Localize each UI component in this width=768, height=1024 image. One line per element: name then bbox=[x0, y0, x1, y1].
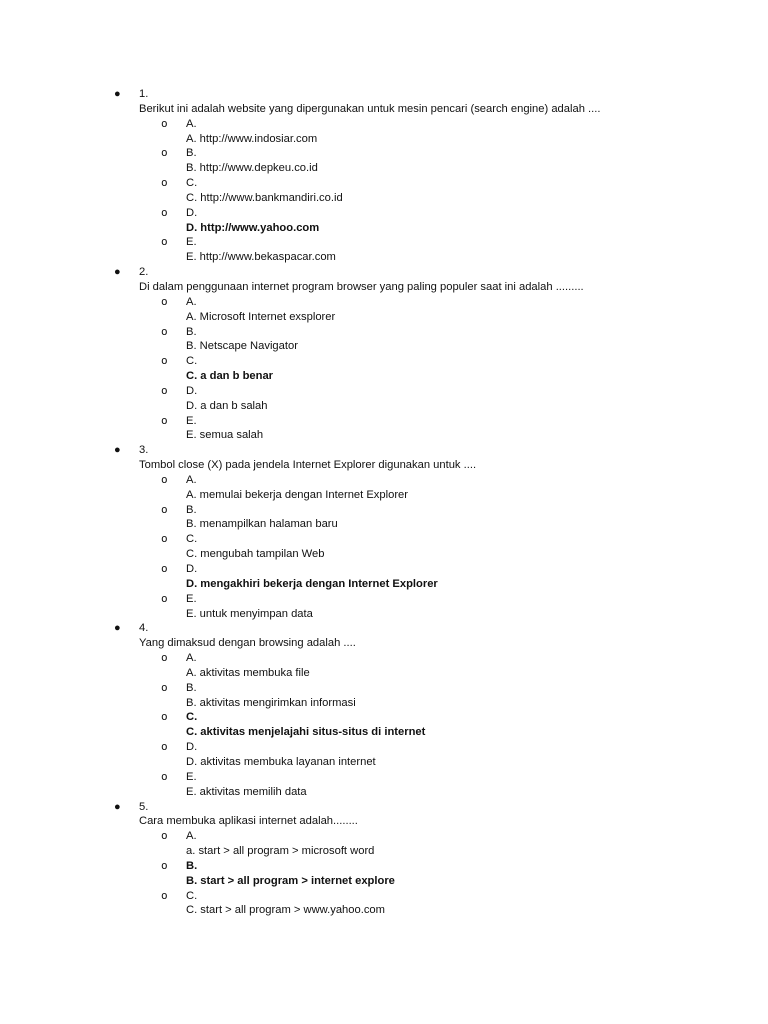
question-text-line bbox=[0, 458, 768, 473]
bullet-icon: ● bbox=[114, 88, 121, 100]
option-letter-line bbox=[0, 206, 768, 221]
circle-bullet-icon: o bbox=[161, 858, 168, 872]
option-text-line bbox=[0, 132, 768, 147]
option-letter-line bbox=[0, 235, 768, 250]
option-letter: B. bbox=[186, 681, 197, 694]
circle-bullet-icon: o bbox=[161, 324, 168, 338]
option-letter-line bbox=[0, 562, 768, 577]
option-text-line bbox=[0, 874, 768, 889]
option-letter-line bbox=[0, 740, 768, 755]
option-text: E. aktivitas memilih data bbox=[186, 785, 307, 798]
option-letter: C. bbox=[186, 355, 198, 368]
circle-bullet-icon: o bbox=[161, 502, 168, 516]
option-text-line bbox=[0, 785, 768, 800]
option-letter-line bbox=[0, 384, 768, 399]
option-text-line bbox=[0, 755, 768, 770]
option-text: B. http://www.depkeu.co.id bbox=[186, 162, 318, 175]
bullet-icon: ● bbox=[114, 266, 121, 279]
option-letter: D. bbox=[186, 384, 198, 397]
bullet-icon: ● bbox=[114, 800, 121, 813]
option-text-line bbox=[0, 250, 768, 265]
circle-bullet-icon: o bbox=[161, 710, 168, 724]
circle-bullet-icon: o bbox=[161, 116, 168, 130]
option-text-line bbox=[0, 577, 768, 592]
correct-answer-text: D. http://www.yahoo.com bbox=[186, 221, 320, 234]
option-text: B. aktivitas mengirimkan informasi bbox=[186, 696, 356, 709]
option-text-line bbox=[0, 844, 768, 859]
circle-bullet-icon: o bbox=[161, 383, 168, 397]
option-text-line bbox=[0, 428, 768, 443]
option-text-line bbox=[0, 399, 768, 414]
option-text-line bbox=[0, 369, 768, 384]
circle-bullet-icon: o bbox=[161, 651, 168, 665]
option-text-line bbox=[0, 547, 768, 562]
correct-answer-text: C. aktivitas menjelajahi situs-situs di internet bbox=[186, 726, 426, 739]
question-number-line bbox=[0, 265, 768, 280]
question-number-line bbox=[0, 621, 768, 636]
circle-bullet-icon: o bbox=[161, 888, 168, 902]
question-text: Cara membuka aplikasi internet adalah........ bbox=[139, 815, 358, 828]
circle-bullet-icon: o bbox=[161, 176, 168, 190]
option-letter-line bbox=[0, 295, 768, 310]
option-text-line bbox=[0, 310, 768, 325]
option-text-line bbox=[0, 903, 768, 918]
circle-bullet-icon: o bbox=[161, 294, 168, 308]
question-text-line bbox=[0, 280, 768, 295]
option-letter-line bbox=[0, 532, 768, 547]
question-number: 1. bbox=[139, 88, 149, 100]
option-letter: C. bbox=[186, 177, 198, 190]
option-text: E. http://www.bekaspacar.com bbox=[186, 251, 336, 264]
option-text: C. start > all program > www.yahoo.com bbox=[186, 904, 385, 917]
question-number-line bbox=[0, 443, 768, 458]
option-letter: C. bbox=[186, 533, 198, 546]
option-text: A. memulai bekerja dengan Internet Explorer bbox=[186, 488, 409, 501]
option-letter: B. bbox=[186, 325, 197, 338]
option-letter: B. bbox=[186, 503, 197, 516]
option-text: A. aktivitas membuka file bbox=[186, 666, 310, 679]
option-text: B. Netscape Navigator bbox=[186, 340, 298, 353]
question-text: Yang dimaksud dengan browsing adalah .... bbox=[139, 637, 356, 650]
option-text-line bbox=[0, 488, 768, 503]
option-letter-line bbox=[0, 354, 768, 369]
circle-bullet-icon: o bbox=[161, 146, 168, 160]
option-letter: C. bbox=[186, 711, 198, 724]
option-letter: A. bbox=[186, 473, 197, 486]
option-letter-line bbox=[0, 473, 768, 488]
circle-bullet-icon: o bbox=[161, 562, 168, 575]
question-number: 2. bbox=[139, 266, 149, 279]
option-letter-line bbox=[0, 414, 768, 429]
option-text-line bbox=[0, 339, 768, 354]
option-letter: C. bbox=[186, 889, 198, 902]
option-letter-line bbox=[0, 889, 768, 904]
option-letter: E. bbox=[186, 414, 197, 427]
option-text-line bbox=[0, 696, 768, 711]
question-number: 3. bbox=[139, 444, 149, 457]
question-text: Tombol close (X) pada jendela Internet Explorer digunakan untuk .... bbox=[139, 459, 477, 472]
option-letter-line bbox=[0, 681, 768, 696]
option-text: C. http://www.bankmandiri.co.id bbox=[186, 191, 343, 204]
option-text-line bbox=[0, 161, 768, 176]
option-letter: D. bbox=[186, 563, 198, 575]
bullet-icon: ● bbox=[114, 444, 121, 457]
bullet-icon: ● bbox=[114, 622, 121, 635]
circle-bullet-icon: o bbox=[161, 413, 168, 427]
option-text-line bbox=[0, 666, 768, 681]
circle-bullet-icon: o bbox=[161, 205, 168, 219]
option-letter: D. bbox=[186, 741, 198, 754]
circle-bullet-icon: o bbox=[161, 769, 168, 783]
option-letter: A. bbox=[186, 652, 197, 665]
option-text-line bbox=[0, 191, 768, 206]
option-text-line bbox=[0, 517, 768, 532]
correct-answer-text: D. mengakhiri bekerja dengan Internet Explorer bbox=[186, 577, 438, 590]
option-text-line bbox=[0, 221, 768, 236]
option-text: E. untuk menyimpan data bbox=[186, 607, 313, 620]
option-letter: B. bbox=[186, 859, 198, 872]
option-text: C. mengubah tampilan Web bbox=[186, 548, 325, 561]
circle-bullet-icon: o bbox=[161, 740, 168, 754]
circle-bullet-icon: o bbox=[161, 235, 168, 249]
question-number-line bbox=[0, 87, 768, 102]
option-letter: E. bbox=[186, 770, 197, 783]
option-text: A. Microsoft Internet exsplorer bbox=[186, 310, 336, 323]
circle-bullet-icon: o bbox=[161, 472, 168, 486]
question-text-line bbox=[0, 814, 768, 829]
correct-answer-text: C. a dan b benar bbox=[186, 370, 274, 383]
option-letter: A. bbox=[186, 117, 197, 130]
circle-bullet-icon: o bbox=[161, 354, 168, 368]
option-letter-line bbox=[0, 829, 768, 844]
option-letter: D. bbox=[186, 206, 198, 219]
question-list bbox=[0, 87, 768, 918]
circle-bullet-icon: o bbox=[161, 680, 168, 694]
option-letter-line bbox=[0, 592, 768, 607]
question-number: 4. bbox=[139, 622, 149, 635]
option-letter: B. bbox=[186, 147, 197, 160]
option-letter-line bbox=[0, 859, 768, 874]
option-letter-line bbox=[0, 325, 768, 340]
option-text: E. semua salah bbox=[186, 429, 264, 442]
question-number: 5. bbox=[139, 800, 149, 813]
option-letter: E. bbox=[186, 592, 197, 605]
option-letter-line bbox=[0, 710, 768, 725]
option-text: B. menampilkan halaman baru bbox=[186, 518, 338, 531]
question-text: Di dalam penggunaan internet program browser yang paling populer saat ini adalah ......... bbox=[139, 280, 584, 293]
option-letter-line bbox=[0, 651, 768, 666]
option-letter-line bbox=[0, 503, 768, 518]
question-text-line bbox=[0, 102, 768, 117]
option-letter-line bbox=[0, 176, 768, 191]
circle-bullet-icon: o bbox=[161, 591, 168, 605]
question-text-line bbox=[0, 636, 768, 651]
circle-bullet-icon: o bbox=[161, 532, 168, 546]
option-text: a. start > all program > microsoft word bbox=[186, 845, 375, 858]
question-number-line bbox=[0, 800, 768, 815]
option-text-line bbox=[0, 607, 768, 622]
option-text: D. a dan b salah bbox=[186, 399, 268, 412]
option-text-line bbox=[0, 725, 768, 740]
circle-bullet-icon: o bbox=[161, 829, 168, 843]
option-letter: A. bbox=[186, 295, 197, 308]
question-text: Berikut ini adalah website yang dipergunakan untuk mesin pencari (search engine) adalah .... bbox=[139, 102, 601, 115]
option-letter-line bbox=[0, 770, 768, 785]
correct-answer-text: B. start > all program > internet explore bbox=[186, 874, 395, 887]
option-letter-line bbox=[0, 117, 768, 132]
option-text: D. aktivitas membuka layanan internet bbox=[186, 755, 376, 768]
option-letter-line bbox=[0, 146, 768, 161]
option-letter: E. bbox=[186, 236, 197, 249]
option-text: A. http://www.indosiar.com bbox=[186, 132, 318, 145]
option-letter: A. bbox=[186, 830, 197, 843]
